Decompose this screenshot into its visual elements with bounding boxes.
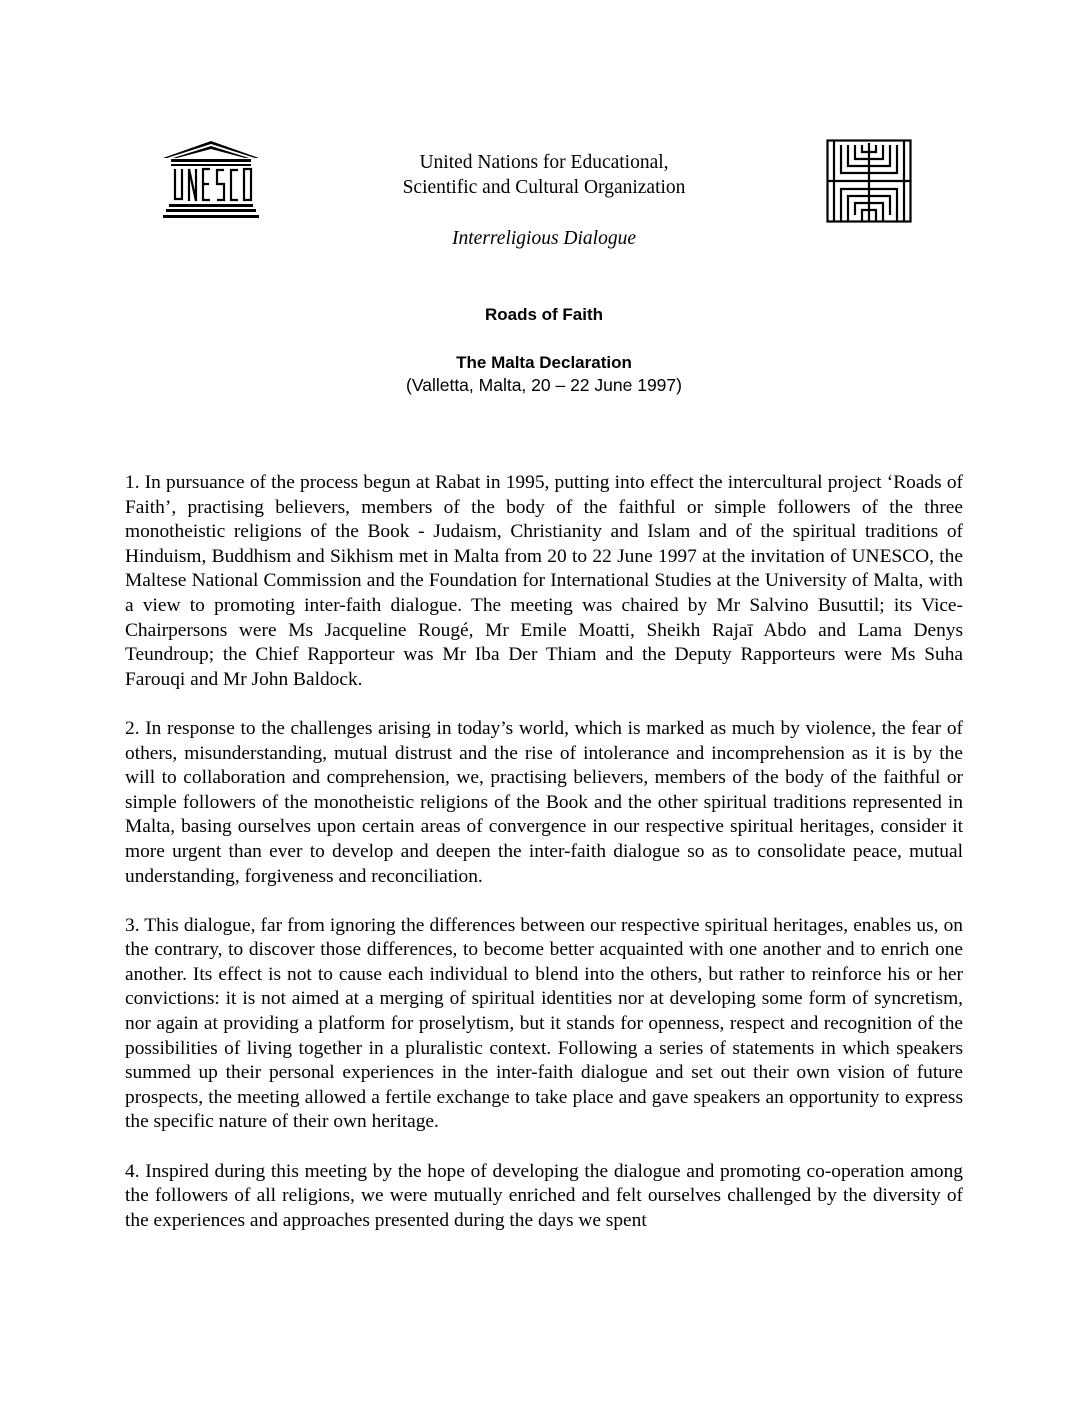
program-name: Interreligious Dialogue [452, 228, 636, 249]
paragraph-2: 2. In response to the challenges arising in today’s world, which is marked as much by violence, the fear of others, misunderstanding, mutual distrust and the rise of intolerance and incomprehension as it is by the will to collaboration and comprehension, we, practising believers, members of the body of the faithful or simple followers of the monotheistic religions of the Book and the other spiritual traditions represented in Malta, basing ourselves upon certain areas of convergence in our respective spiritual heritages, consider it more urgent than ever to develop and deepen the inter-faith dialogue so as to consolidate peace, mutual understanding, forgiveness and reconciliation. [125, 717, 963, 887]
paragraph-4: 4. Inspired during this meeting by the hope of developing the dialogue and promoting co-operation among the followers of all religions, we were mutually enriched and felt ourselves challenged by the diversity of the experiences and approaches presented during the days we spent [125, 1160, 963, 1231]
document-body [125, 471, 963, 1258]
unesco-logo-icon [163, 141, 259, 219]
declaration-heading [300, 351, 788, 397]
menorah-maze-logo-icon [826, 139, 912, 223]
paragraph-1: 1. In pursuance of the process begun at Rabat in 1995, putting into effect the intercultural project ‘Roads of Faith’, practising believers, members of the body of the faithful or simple followers of the three monotheistic religions of the Book - Judaism, Christianity and Islam and of the spiritual traditions of Hinduism, Buddhism and Sikhism met in Malta from 20 to 22 June 1997 at the invitation of UNESCO, the Maltese National Commission and the Foundation for International Studies at the University of Malta, with a view to promoting inter-faith dialogue. The meeting was chaired by Mr Salvino Busuttil; its Vice-Chairpersons were Ms Jacqueline Rougé, Mr Emile Moatti, Sheikh Rajaī Abdo and Lama Denys Teundroup; the Chief Rapporteur was Mr Iba Der Thiam and the Deputy Rapporteurs were Ms Suha Farouqi and Mr John Baldock. [125, 472, 963, 690]
organization-line-2: Scientific and Cultural Organization [402, 177, 686, 198]
declaration-title: The Malta Declaration [456, 353, 632, 372]
paragraph-3: 3. This dialogue, far from ignoring the differences between our respective spiritual heritages, enables us, on the contrary, to discover those differences, to become better acquainted with one another and to enrich one another. Its effect is not to cause each individual to blend into the others, but rather to reinforce his or her convictions: it is not aimed at a merging of spiritual identities nor at developing some form of syncretism, nor again at providing a platform for proselytism, but it stands for openness, respect and recognition of the possibilities of living together in a pluralistic context. Following a series of statements in which speakers summed up their personal experiences in the inter-faith dialogue and set out their own vision of future prospects, the meeting allowed a fertile exchange to take place and gave speakers an opportunity to express the specific nature of their own heritage. [125, 914, 963, 1133]
organization-line-1: United Nations for Educational, [419, 152, 669, 173]
declaration-place-date: (Valletta, Malta, 20 – 22 June 1997) [406, 375, 682, 395]
document-title: Roads of Faith [484, 305, 604, 324]
organization-name [300, 150, 788, 200]
